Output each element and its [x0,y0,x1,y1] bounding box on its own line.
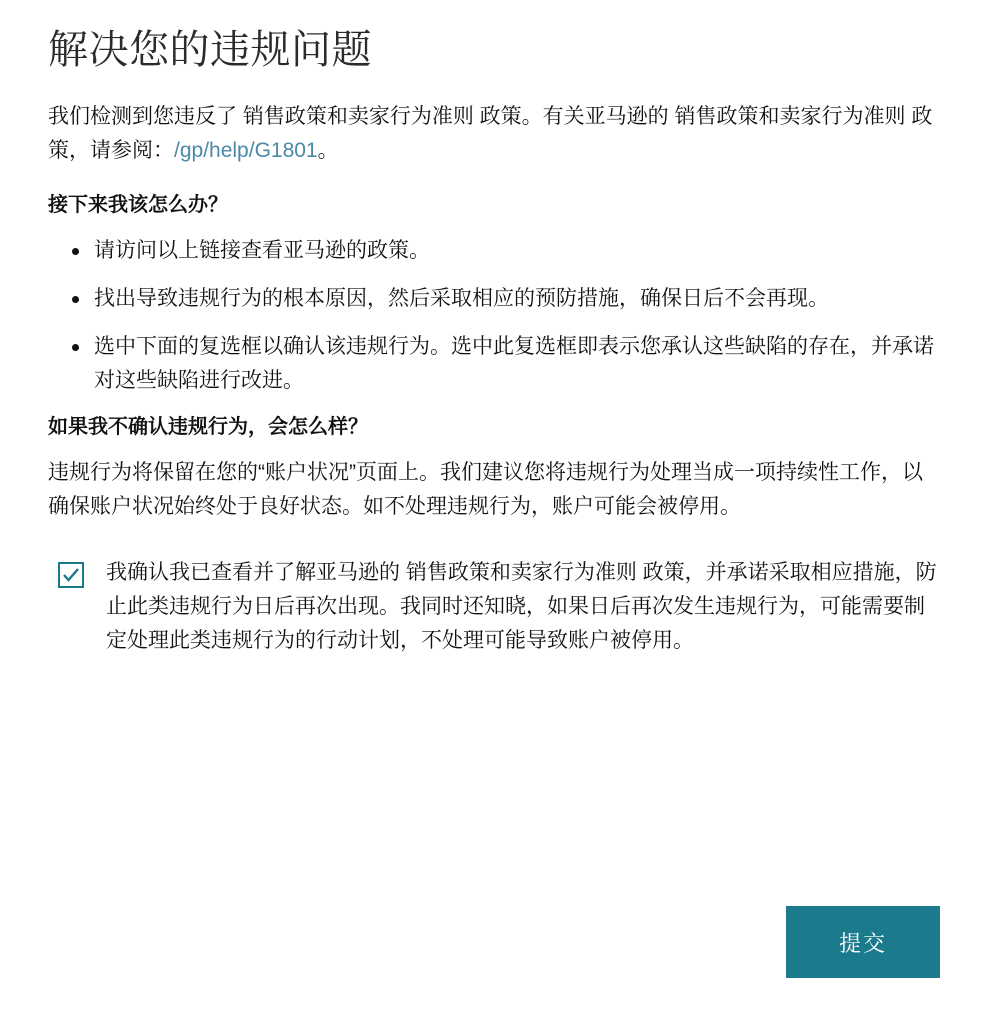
list-item: 找出导致违规行为的根本原因，然后采取相应的预防措施，确保日后不会再现。 [80,282,940,316]
page-title: 解决您的违规问题 [48,28,372,72]
footer-actions [786,906,940,978]
consequence-heading: 如果我不确认违规行为，会怎么样？ [48,416,368,439]
next-steps-list [48,234,940,398]
submit-button[interactable]: 提交 [786,906,940,978]
intro-paragraph [48,100,940,168]
intro-text-before-link: 我们检测到您违反了 销售政策和卖家行为准则 政策。有关亚马逊的 销售政策和卖家行为准则 政策，请参阅： [48,105,933,163]
confirmation-row[interactable] [58,556,940,658]
acknowledge-checkbox[interactable] [58,562,84,588]
intro-text-after-link: 。 [317,139,339,163]
acknowledge-label: 我确认我已查看并了解亚马逊的 销售政策和卖家行为准则 政策，并承诺采取相应措施，防止此类违规行为日后再次出现。我同时还知晓，如果日后再次发生违规行为，可能需要制定处理此类违规行为的行动计划，不处理可能导致账户被停用。 [106,561,937,653]
next-steps-heading: 接下来我该怎么办？ [48,194,228,217]
list-item: 选中下面的复选框以确认该违规行为。选中此复选框即表示您承认这些缺陷的存在，并承诺对这些缺陷进行改进。 [80,330,940,398]
policy-help-link[interactable]: /gp/help/G1801 [174,139,318,163]
list-item: 请访问以上链接查看亚马逊的政策。 [80,234,940,268]
consequence-paragraph: 违规行为将保留在您的“账户状况”页面上。我们建议您将违规行为处理当成一项持续性工作，以确保账户状况始终处于良好状态。如不处理违规行为，账户可能会被停用。 [48,461,923,519]
